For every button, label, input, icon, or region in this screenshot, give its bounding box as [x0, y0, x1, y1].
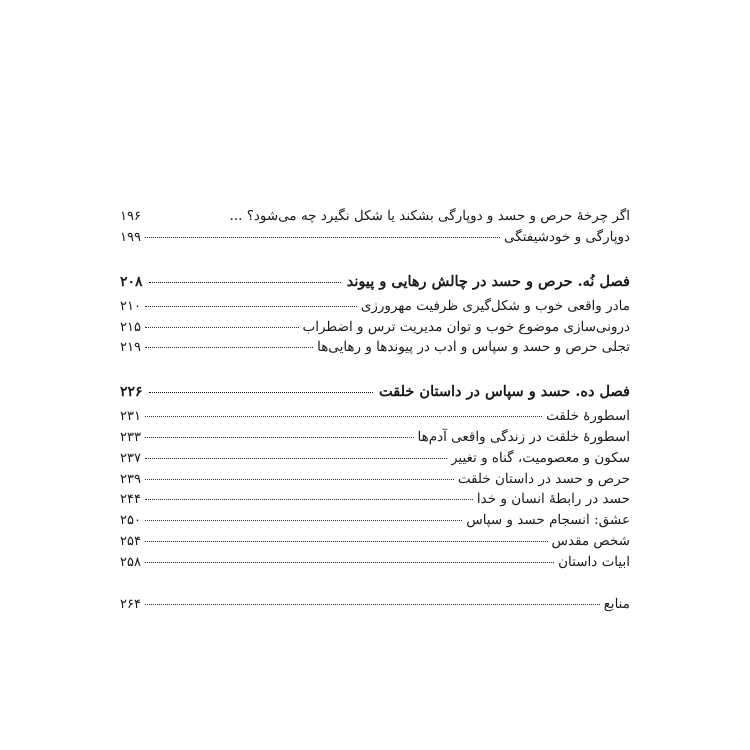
toc-entry-greed-envy-creation[interactable] [120, 469, 630, 490]
leader-dots [149, 271, 341, 282]
leader-dots [145, 552, 554, 563]
toc-entry-story-verses[interactable] [120, 552, 630, 573]
leader-dots [145, 227, 500, 238]
leader-dots [149, 382, 373, 393]
toc-entry-envy-human-god[interactable] [120, 489, 630, 510]
leader-dots [145, 407, 542, 418]
toc-entry-references[interactable] [120, 594, 630, 615]
toc-entry-page: ۲۱۰ [120, 298, 141, 314]
toc-entry-title: ابیات داستان [558, 553, 630, 570]
toc-entry-title-line2: دوپارگی و خودشیفتگی [503, 228, 630, 245]
toc-entry-page: ۲۱۵ [120, 319, 141, 335]
toc-entry-title: حسد در رابطهٔ انسان و خدا [476, 491, 630, 508]
toc-entry-page: ۱۹۹ [120, 229, 141, 245]
toc-entry-page: ۲۳۹ [120, 471, 141, 487]
toc-chapter-ten[interactable] [120, 381, 630, 403]
toc-entry-creation-real-life[interactable] [120, 427, 630, 448]
toc-entry-love[interactable] [120, 510, 630, 531]
toc-entry-wrapped[interactable] [120, 206, 630, 248]
toc-chapter-page: ۲۲۶ [120, 384, 143, 401]
toc-entry-title: اسطورهٔ خلقت در زندگی واقعی آدم‌ها [417, 429, 630, 446]
toc-entry-title: مادر واقعی خوب و شکل‌گیری ظرفیت مهرورزی [360, 297, 630, 314]
leader-dots [145, 296, 357, 307]
toc-chapter-page: ۲۰۸ [120, 273, 143, 290]
leader-dots [145, 531, 548, 542]
leader-dots [145, 427, 414, 438]
toc-entry-page: ۲۴۴ [120, 492, 141, 508]
spacer [120, 358, 630, 369]
toc-entry-manifestation[interactable] [120, 337, 630, 358]
leader-dots [145, 317, 299, 328]
toc-entry-title: منابع [603, 596, 630, 613]
toc-entry-title: تجلی حرص و حسد و سپاس و ادب در پیوندها و رهایی‌ها [317, 339, 630, 356]
toc-entry-title: شخص مقدس [551, 532, 630, 549]
toc-entry-internalization[interactable] [120, 317, 630, 338]
leader-dots [145, 595, 600, 606]
toc-entry-page: ۱۹۶ [120, 209, 141, 224]
toc-entry-page: ۲۶۴ [120, 597, 141, 613]
toc-chapter-title: فصل ده. حسد و سپاس در داستان خلقت [379, 383, 630, 401]
toc-entry-page: ۲۱۹ [120, 340, 141, 356]
toc-entry-title: درونی‌سازی موضوع خوب و توان مدیریت ترس و اضطراب [302, 318, 630, 335]
toc-entry-page: ۲۵۸ [120, 554, 141, 570]
leader-dots [145, 510, 462, 521]
toc-entry-page: ۲۵۰ [120, 513, 141, 529]
leader-dots [145, 469, 454, 480]
toc-entry-page: ۲۳۱ [120, 409, 141, 425]
leader-dots [145, 338, 313, 349]
toc-entry-title: عشق: انسجام حسد و سپاس [466, 512, 630, 529]
toc-entry-title: اسطورهٔ خلقت [546, 408, 630, 425]
toc-entry-stillness-innocence[interactable] [120, 448, 630, 469]
leader-dots [145, 490, 473, 501]
toc-entry-holy-person[interactable] [120, 531, 630, 552]
toc-entry-title-line1: اگر چرخهٔ حرص و حسد و دوپارگی بشکند یا شکل نگیرد چه می‌شود؟ ... [229, 208, 630, 224]
toc-entry-creation-myth[interactable] [120, 406, 630, 427]
table-of-contents [120, 206, 630, 615]
toc-entry-title: حرص و حسد در داستان خلقت [457, 470, 630, 487]
leader-dots [145, 448, 447, 459]
toc-entry-page: ۲۳۳ [120, 430, 141, 446]
toc-entry-title: سکون و معصومیت، گناه و تغییر [450, 449, 630, 466]
toc-entry-mother[interactable] [120, 296, 630, 317]
toc-entry-page: ۲۵۴ [120, 533, 141, 549]
toc-chapter-title: فصل نُه. حرص و حسد در چالش رهایی و پیوند [346, 272, 630, 290]
spacer [120, 248, 630, 259]
toc-entry-page: ۲۳۷ [120, 450, 141, 466]
toc-chapter-nine[interactable] [120, 271, 630, 293]
